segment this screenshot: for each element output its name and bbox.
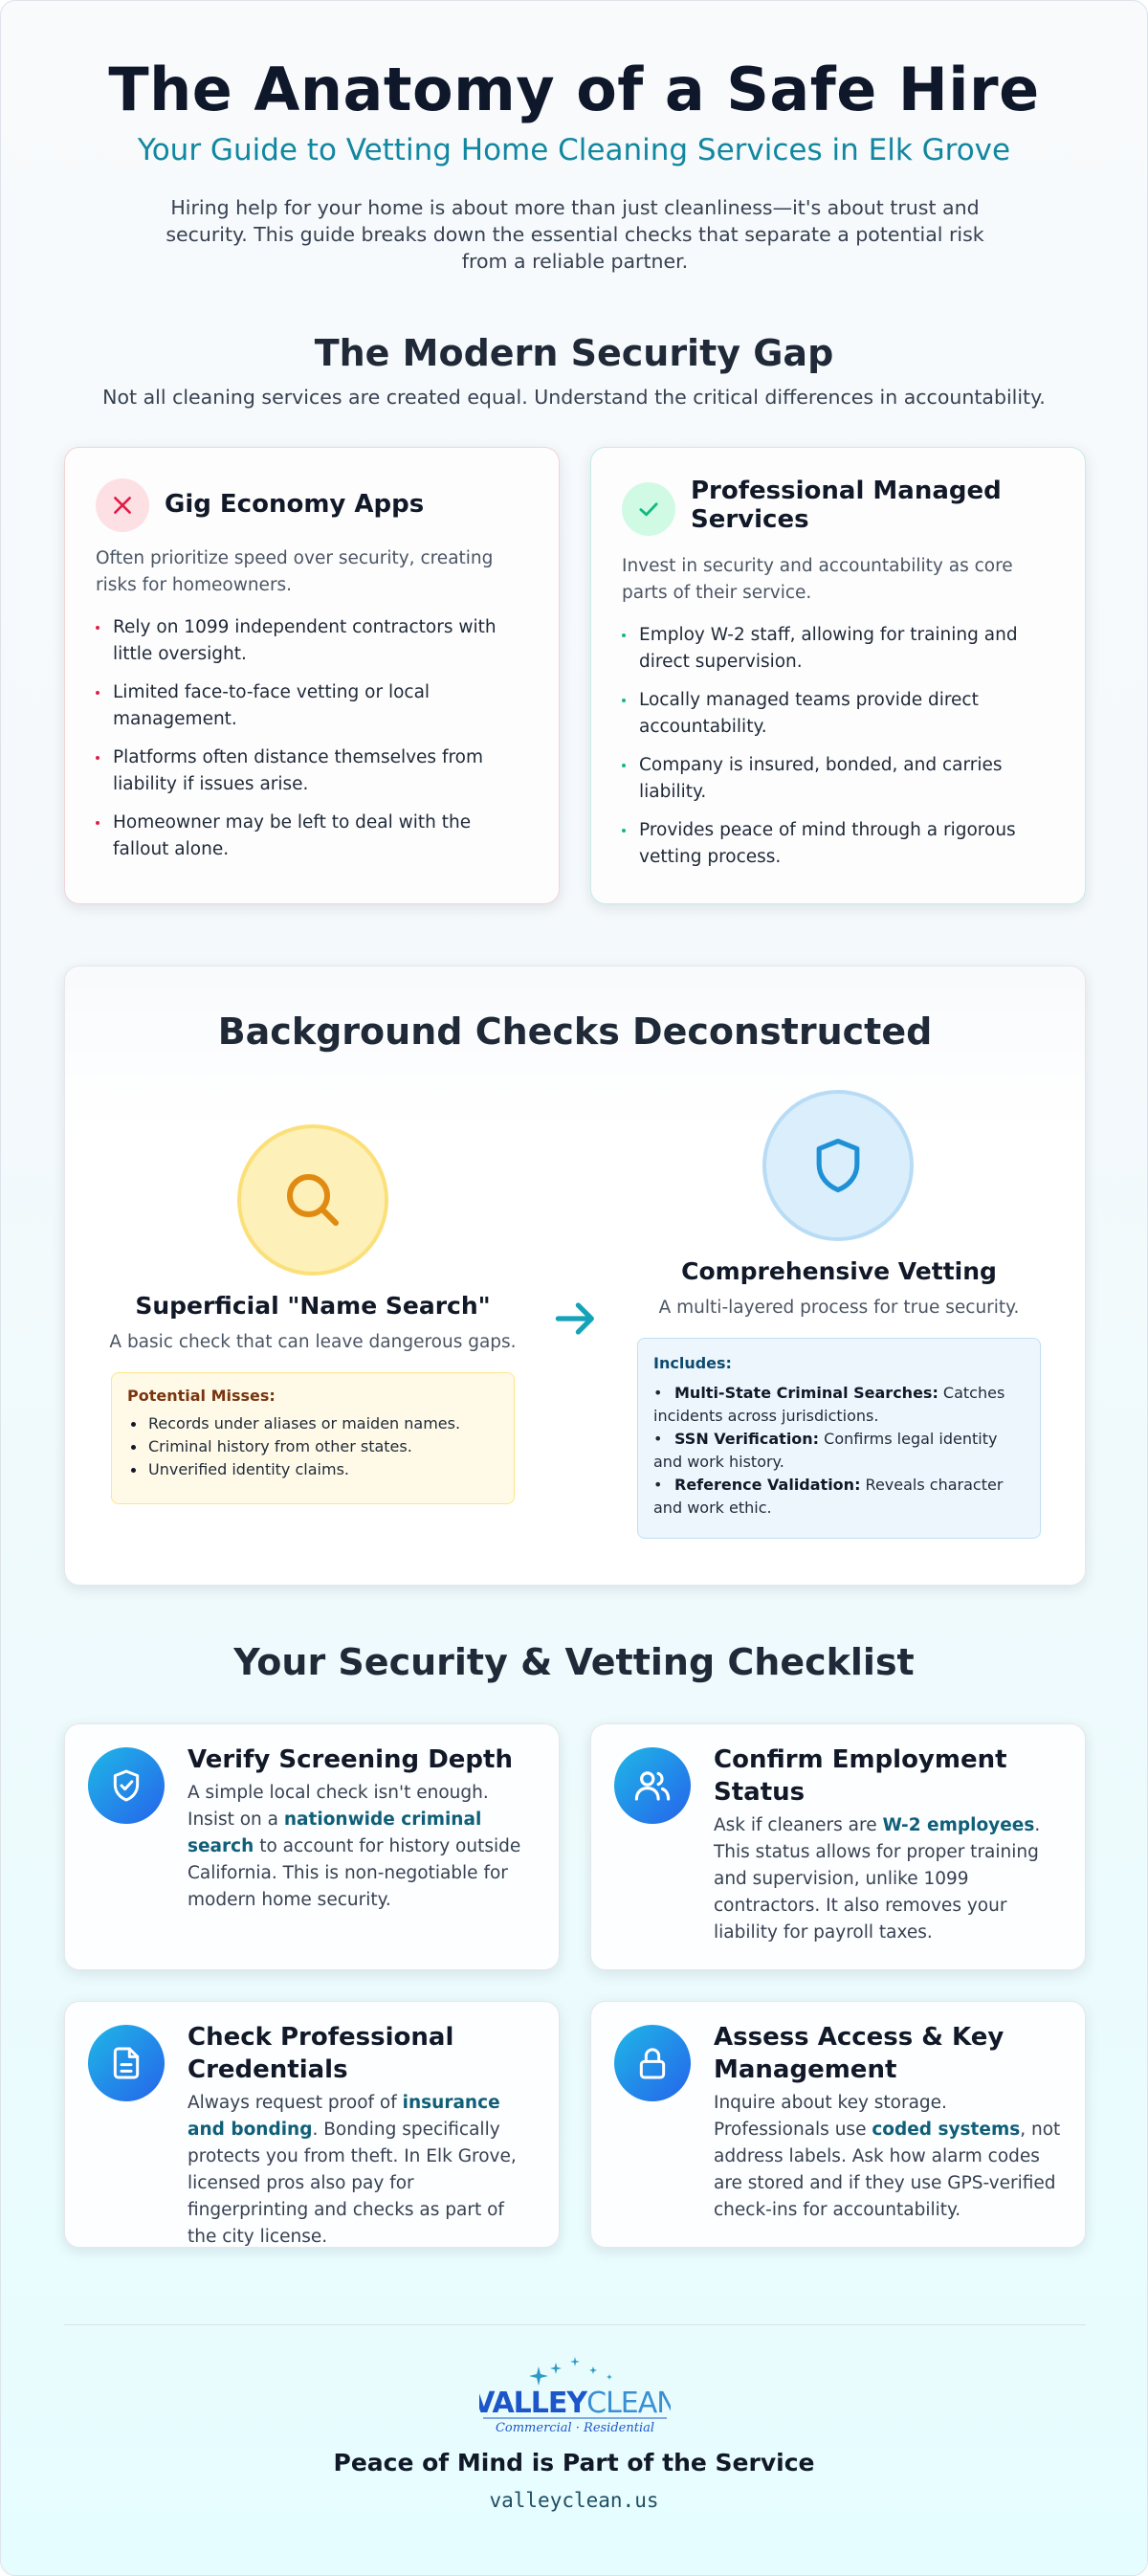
checklist-card-screening <box>64 1723 560 1970</box>
list-item: Criminal history from other states. <box>127 1435 498 1458</box>
includes-box <box>637 1338 1041 1539</box>
comprehensive-vetting-title: Comprehensive Vetting <box>681 1257 997 1285</box>
page-subtitle: Your Guide to Vetting Home Cleaning Services in Elk Grove <box>137 133 1011 167</box>
professional-services-description: Invest in security and accountability as core parts of their service. <box>622 556 1013 603</box>
shield-check-icon <box>88 1747 165 1824</box>
checklist-text: Always request proof of insurance and bonding. Bonding specifically protects you from theft. In Elk Grove, licensed pros also pay for fingerprinting and checks as part of the city license. <box>188 2093 517 2247</box>
list-item: • Reference Validation: Reveals character and work ethic. <box>653 1476 1004 1517</box>
magnifying-glass-icon <box>237 1124 388 1276</box>
valleyclean-logo <box>479 2355 671 2435</box>
checklist-title: Verify Screening Depth <box>188 1745 513 1774</box>
gig-economy-list <box>96 614 530 875</box>
list-item: Unverified identity claims. <box>127 1458 498 1481</box>
list-item: • SSN Verification: Confirms legal identity and work history. <box>653 1430 998 1471</box>
checklist-text: A simple local check isn't enough. Insist on a nationwide criminal search to account for history outside California. This is non-negotiable for modern home security. <box>188 1783 521 1910</box>
security-gap-subheading: Not all cleaning services are created equal. Understand the critical differences in accountability. <box>102 386 1046 409</box>
checklist-title: Check Professional Credentials <box>188 2023 454 2084</box>
security-gap-heading: The Modern Security Gap <box>314 332 834 374</box>
superficial-search-description: A basic check that can leave dangerous gaps. <box>109 1332 517 1352</box>
comprehensive-vetting-description: A multi-layered process for true security. <box>658 1298 1020 1318</box>
checklist-text: Ask if cleaners are W-2 employees. This status allows for proper training and supervision, unlike 1099 contractors. It also removes your liability for payroll taxes. <box>714 1815 1041 1943</box>
checklist-card-access <box>590 2001 1086 2248</box>
intro-paragraph: Hiring help for your home is about more than just cleanliness—it's about trust and security. This guide breaks down the essential checks that separate a potential risk from a reliable partner. <box>166 196 984 273</box>
professional-services-card <box>590 447 1086 904</box>
checklist-title: Assess Access & Key Management <box>714 2023 1004 2084</box>
potential-misses-heading: Potential Misses: <box>127 1387 276 1405</box>
list-item: Provides peace of mind through a rigorous vetting process. <box>622 817 1056 871</box>
list-item: Company is insured, bonded, and carries liability. <box>622 752 1056 806</box>
check-icon <box>622 482 675 536</box>
footer-tagline: Peace of Mind is Part of the Service <box>333 2449 815 2476</box>
checklist-title: Confirm Employment Status <box>714 1745 1007 1807</box>
lock-icon <box>614 2025 691 2101</box>
list-item: Employ W-2 staff, allowing for training and direct supervision. <box>622 622 1056 676</box>
users-icon <box>614 1747 691 1824</box>
page-title: The Anatomy of a Safe Hire <box>108 55 1040 124</box>
potential-misses-box <box>111 1372 515 1504</box>
gig-economy-description: Often prioritize speed over security, creating risks for homeowners. <box>96 548 494 595</box>
list-item: Platforms often distance themselves from liability if issues arise. <box>96 744 530 798</box>
website-url[interactable]: valleyclean.us <box>489 2489 659 2512</box>
svg-text:Commercial · Residential: Commercial · Residential <box>495 2421 655 2435</box>
list-item: • Multi-State Criminal Searches: Catches incidents across jurisdictions. <box>653 1384 1005 1425</box>
x-icon <box>96 478 149 532</box>
shield-icon <box>762 1090 914 1241</box>
background-checks-heading: Background Checks Deconstructed <box>217 1010 933 1053</box>
list-item: Locally managed teams provide direct accountability. <box>622 687 1056 741</box>
list-item: Records under aliases or maiden names. <box>127 1412 498 1435</box>
superficial-search-title: Superficial "Name Search" <box>135 1292 491 1320</box>
document-icon <box>88 2025 165 2101</box>
checklist-heading: Your Security & Vetting Checklist <box>233 1641 915 1683</box>
checklist-card-employment <box>590 1723 1086 1970</box>
checklist-card-credentials <box>64 2001 560 2248</box>
list-item: Homeowner may be left to deal with the fallout alone. <box>96 810 530 863</box>
includes-heading: Includes: <box>653 1354 732 1372</box>
gig-economy-title: Gig Economy Apps <box>165 490 425 519</box>
background-checks-panel <box>64 966 1086 1586</box>
footer-divider <box>64 2324 1086 2325</box>
checklist-text: Inquire about key storage. Professionals use coded systems, not address labels. Ask how alarm codes are stored and if they use GPS-verified check-ins for accountability. <box>714 2093 1061 2220</box>
list-item: Limited face-to-face vetting or local management. <box>96 679 530 733</box>
svg-text:VALLEYCLEAN: VALLEYCLEAN <box>479 2387 671 2420</box>
gig-economy-card <box>64 447 560 904</box>
professional-services-title: Professional Managed Services <box>691 477 1002 534</box>
professional-services-list <box>622 622 1056 882</box>
list-item: Rely on 1099 independent contractors with little oversight. <box>96 614 530 668</box>
